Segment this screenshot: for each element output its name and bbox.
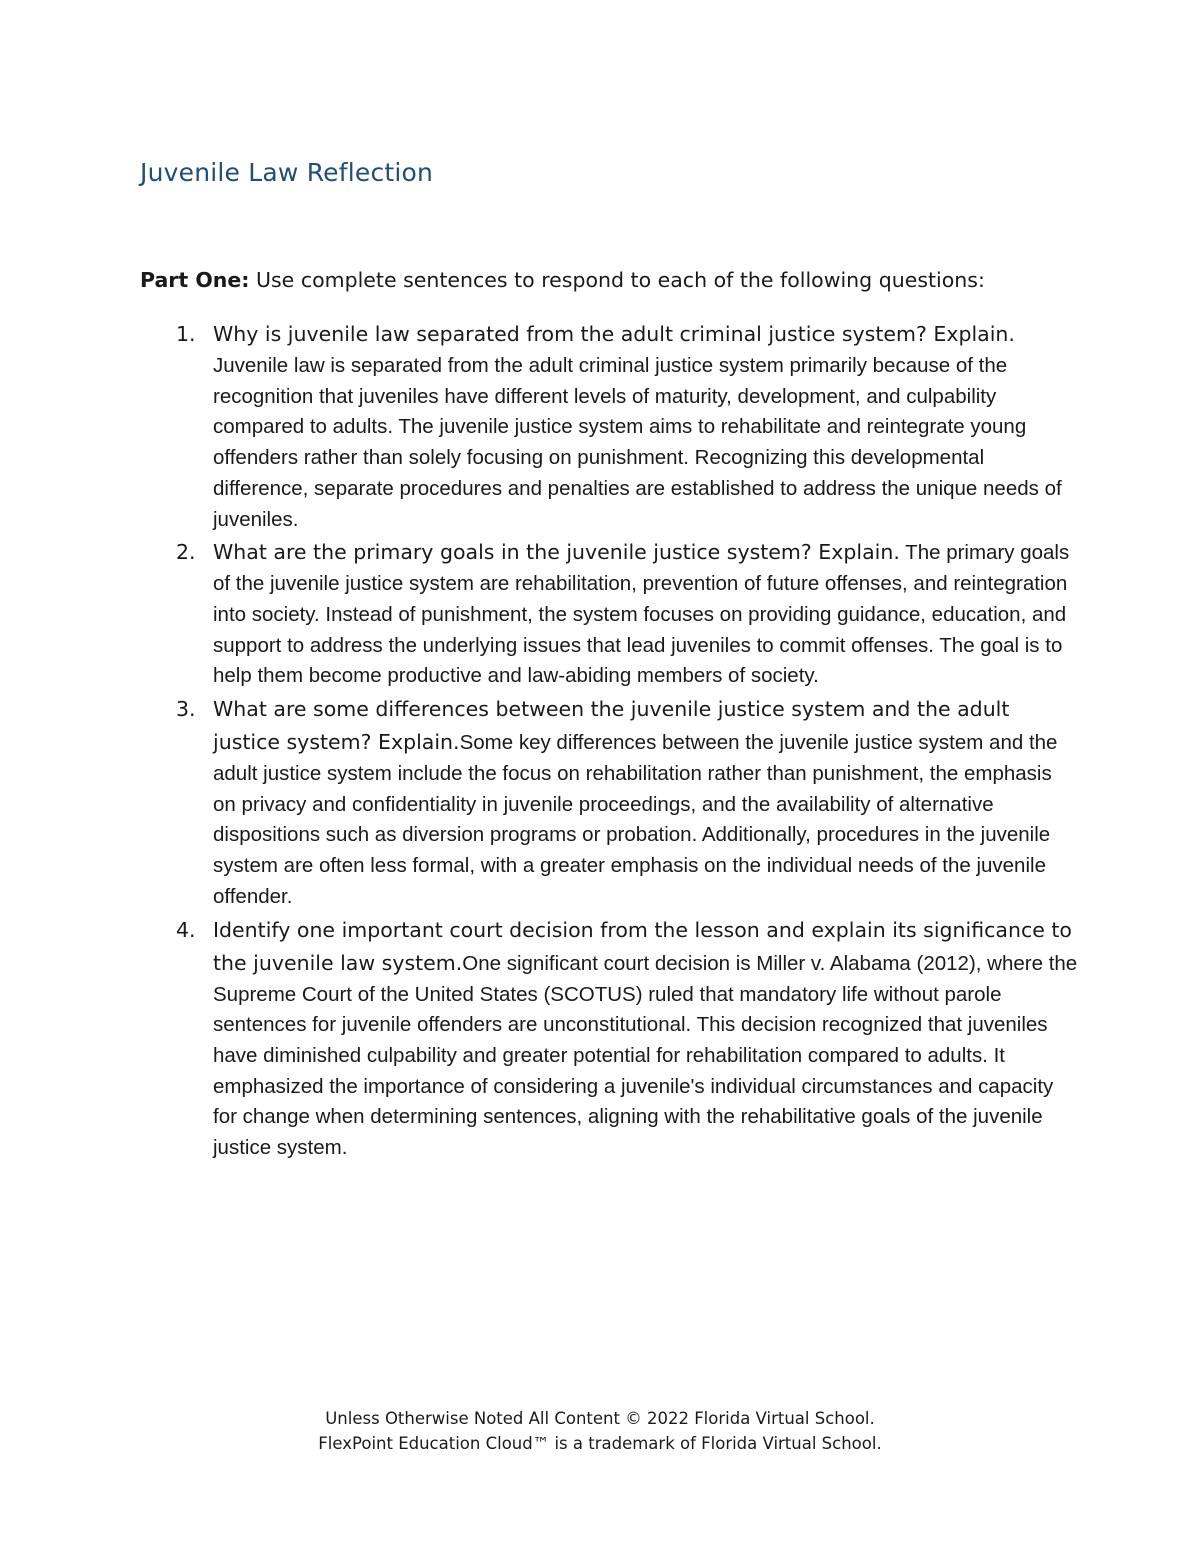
question-item-2 — [140, 536, 1080, 692]
question-body — [213, 318, 1080, 535]
question-text: Identify one important court decision from the lesson and explain its significance to the juvenile law system. — [213, 917, 1072, 975]
answer-text: Juvenile law is separated from the adult criminal justice system primarily because of the recognition that juveniles have different levels of maturity, development, and culpability compared to adults. The juvenile justice system aims to rehabilitate and reintegrate young offenders rather than solely focusing on punishment. Recognizing this developmental difference, separate procedures and penalties are established to address the unique needs of juveniles. — [213, 354, 1062, 531]
answer-text: One significant court decision is Miller v. Alabama (2012), where the Supreme Court of the United States (SCOTUS) ruled that mandatory life without parole sentences for juvenile offenders are unconstitutional. This decision recognized that juveniles have diminished culpability and greater potential for rehabilitation compared to adults. It emphasized the importance of considering a juvenile's individual circumstances and capacity for change when determining sentences, aligning with the rehabilitative goals of the juvenile justice system. — [213, 951, 1078, 1160]
question-item-1 — [140, 318, 1080, 535]
question-number: 2. — [176, 540, 196, 565]
question-text: What are the primary goals in the juvenile justice system? Explain. — [213, 540, 900, 565]
trademark-line: FlexPoint Education Cloud™ is a trademark of Florida Virtual School. — [318, 1434, 882, 1453]
part-one-text: Use complete sentences to respond to each of the following questions: — [249, 268, 985, 292]
question-body — [213, 693, 1080, 913]
question-number: 1. — [176, 322, 196, 346]
question-list — [140, 318, 1080, 1165]
question-item-4 — [140, 914, 1080, 1164]
question-text: Why is juvenile law separated from the adult criminal justice system? Explain. — [213, 322, 1015, 346]
page-footer — [0, 1406, 1200, 1456]
page-title: Juvenile Law Reflection — [140, 158, 434, 187]
answer-text: The primary goals of the juvenile justice system are rehabilitation, prevention of future offenses, and reintegration into society. Instead of punishment, the system focuses on providing guidance, education, and support to address the underlying issues that lead juveniles to commit offenses. The goal is to help them become productive and law-abiding members of society. — [213, 541, 1070, 688]
question-item-3 — [140, 693, 1080, 913]
part-one-instructions — [140, 268, 1100, 292]
part-one-label: Part One: — [140, 268, 250, 292]
question-number: 3. — [176, 697, 196, 722]
question-body — [213, 914, 1080, 1164]
question-text: What are some differences between the juvenile justice system and the adult justice system? Explain. — [213, 697, 1010, 755]
question-number: 4. — [176, 917, 196, 942]
copyright-line: Unless Otherwise Noted All Content © 2022 Florida Virtual School. — [325, 1409, 875, 1428]
question-body — [213, 536, 1080, 692]
answer-text: Some key differences between the juvenile justice system and the adult justice system include the focus on rehabilitation rather than punishment, the emphasis on privacy and confidentiality in juvenile proceedings, and the availability of alternative dispositions such as diversion programs or probation. Additionally, procedures in the juvenile system are often less formal, with a greater emphasis on the individual needs of the juvenile offender. — [213, 731, 1058, 908]
